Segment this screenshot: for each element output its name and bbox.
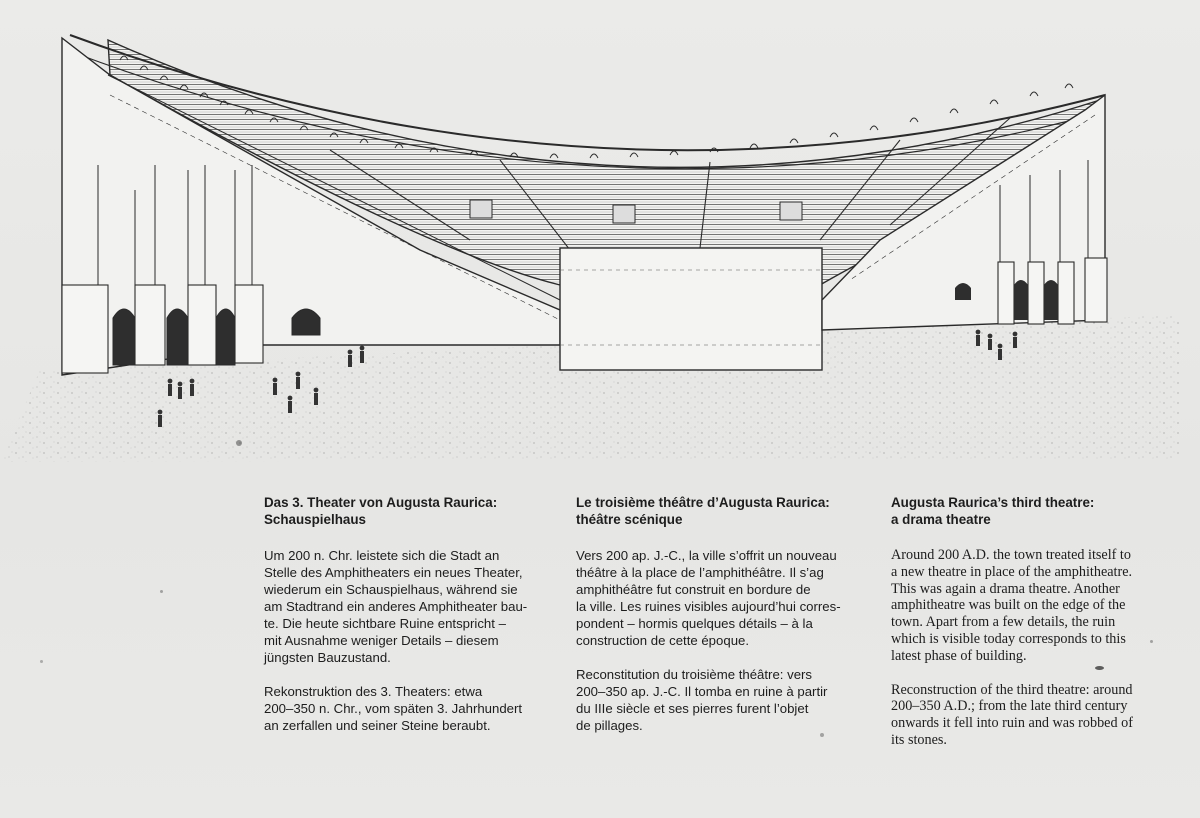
text-column-french (576, 494, 876, 751)
dust-speck (1095, 666, 1104, 670)
paragraph-german-history: Um 200 n. Chr. leistete sich die Stadt an Stelle des Amphitheaters ein neues Theater, wiederum ein Schauspielhaus, während sie am Stadtrand ein anderes Amphitheater bau- te. Die heute sichtbare Ruine entspricht – mit Ausnahme weniger Details – diesem jüngsten Bauzustand. (264, 548, 528, 665)
paragraph-english-reconstruction: Reconstruction of the third theatre: around 200–350 A.D.; from the late third century onwards it fell into ruin and was robbed of its stones. (891, 681, 1133, 748)
paragraph-german-reconstruction: Rekonstruktion des 3. Theaters: etwa 200–350 n. Chr., vom späten 3. Jahrhundert an zerfallen und seiner Steine beraubt. (264, 684, 523, 733)
dust-speck (236, 440, 242, 446)
heading-french-line-1: Le troisième théâtre d’Augusta Raurica: (576, 495, 830, 510)
paragraph-french-reconstruction: Reconstitution du troisième théâtre: vers 200–350 ap. J.-C. Il tomba en ruine à partir du IIIe siècle et ses pierres furent l’objet de pillages. (576, 667, 828, 733)
dust-speck (1150, 640, 1153, 643)
heading-german (264, 494, 564, 528)
dust-speck (40, 660, 43, 663)
paragraph-english-history: Around 200 A.D. the town treated itself to a new theatre in place of the amphitheatre. This was again a drama theatre. Another amphitheatre was built on the edge of the town. Apart from a few details, the ruin which is visible today corresponds to this latest phase of building. (891, 547, 1133, 664)
dust-speck (160, 590, 163, 593)
heading-english-line-1: Augusta Raurica’s third theatre: (891, 495, 1095, 510)
heading-german-line-2: Schauspielhaus (264, 512, 366, 527)
heading-english (891, 494, 1191, 528)
text-column-german (264, 494, 564, 751)
heading-german-line-1: Das 3. Theater von Augusta Raurica: (264, 495, 498, 510)
heading-french (576, 494, 876, 528)
paragraph-french-history: Vers 200 ap. J.-C., la ville s’offrit un nouveau théâtre à la place de l’amphithéâtre. Il s’ag amphithéâtre fut construit en bordure de la ville. Les ruines visibles aujourd’hui corres- pondent – hormis quelques détails – à la construction de cette époque. (576, 548, 841, 648)
heading-english-line-2: a drama theatre (891, 512, 991, 527)
heading-french-line-2: théâtre scénique (576, 512, 683, 527)
dust-speck (820, 733, 824, 737)
text-column-english (891, 494, 1191, 766)
